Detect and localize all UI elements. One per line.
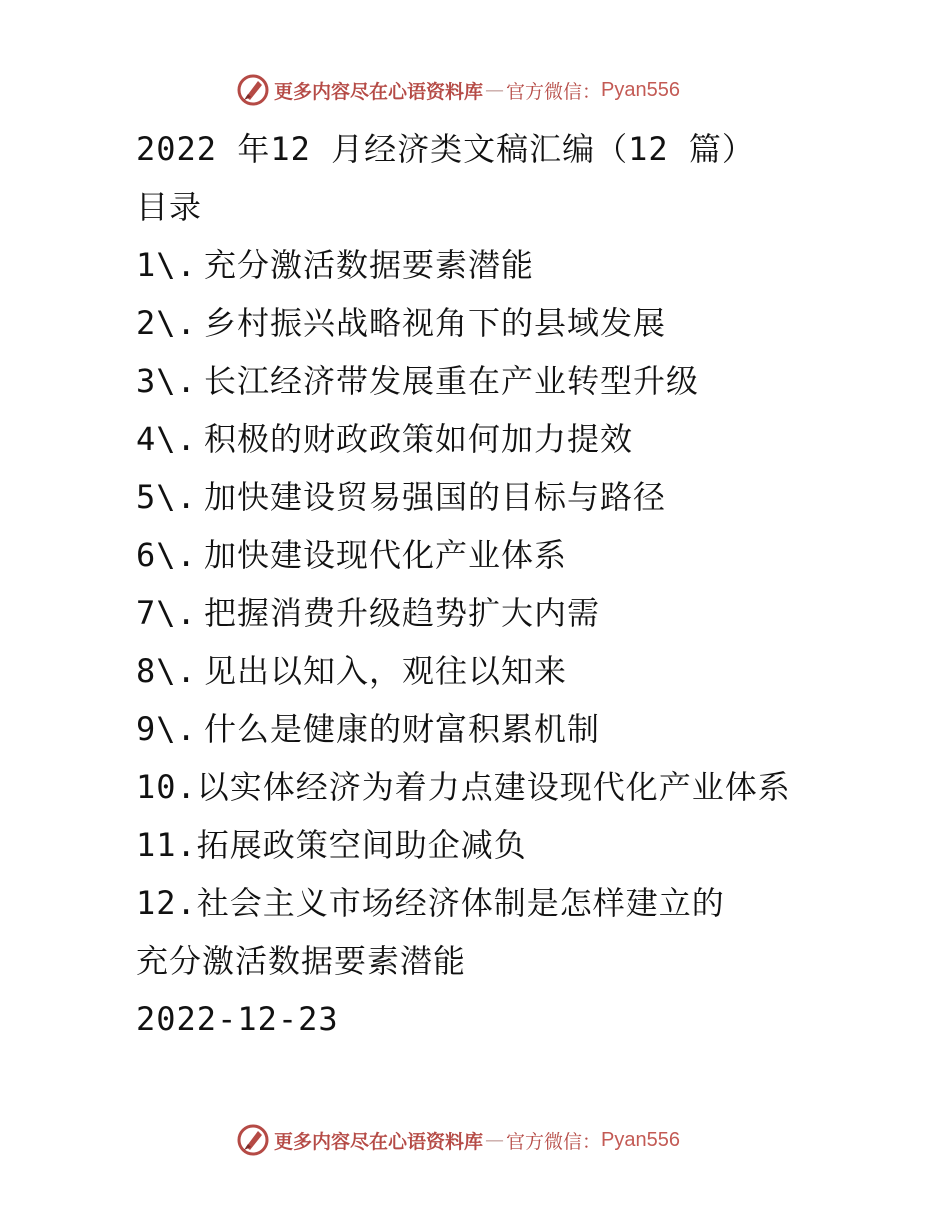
toc-item-number: 11. [136,826,197,864]
toc-item [136,816,926,874]
banner-dash: — [485,79,505,101]
toc-item [136,758,926,816]
toc-item-text: 乡村振兴战略视角下的县域发展 [204,304,667,342]
toc-heading: 目录 [136,188,203,226]
toc-item-number: 4\. [136,420,197,458]
toc-item-number: 6\. [136,536,197,574]
toc-item [136,410,926,468]
toc-item-text: 长江经济带发展重在产业转型升级 [204,362,700,400]
toc-item-text: 充分激活数据要素潜能 [204,246,535,284]
banner-contact-label: 官方微信： [506,80,602,103]
toc-item-number: 5\. [136,478,197,516]
toc-item [136,584,926,642]
pen-nib-logo-icon [236,73,270,107]
banner-contact-id: Pyan556 [601,78,680,101]
toc-item-text: 把握消费升级趋势扩大内需 [204,594,601,632]
document-title: 2022 年12 月经济类文稿汇编（12 篇） [136,130,755,168]
toc-item-text: 社会主义市场经济体制是怎样建立的 [196,884,725,922]
banner-contact-id: Pyan556 [601,1128,680,1151]
toc-item-text: 什么是健康的财富积累机制 [204,710,601,748]
toc-item-text: 加快建设贸易强国的目标与路径 [204,478,667,516]
toc-item-text: 以实体经济为着力点建设现代化产业体系 [196,768,791,806]
banner-text: 更多内容尽在心语资料库 [274,1130,484,1153]
banner-contact-label: 官方微信： [506,1130,602,1153]
toc-item [136,874,926,932]
document-body [136,120,926,1048]
toc-item [136,468,926,526]
toc-item-text: 加快建设现代化产业体系 [204,536,568,574]
toc-item-text: 积极的财政政策如何加力提效 [204,420,634,458]
banner-text: 更多内容尽在心语资料库 [274,80,484,103]
toc-item-text: 见出以知入，观往以知来 [204,652,568,690]
toc-item-number: 1\. [136,246,197,284]
toc-item [136,700,926,758]
toc-item-number: 12. [136,884,197,922]
toc-item-number: 7\. [136,594,197,632]
header-banner [236,70,756,110]
toc-item [136,642,926,700]
toc-item [136,236,926,294]
footer-banner [236,1120,756,1160]
toc-item [136,526,926,584]
banner-dash: — [485,1129,505,1151]
article-title: 充分激活数据要素潜能 [136,942,467,980]
toc-item [136,294,926,352]
toc-item-number: 2\. [136,304,197,342]
toc-item-number: 10. [136,768,197,806]
toc-item-number: 9\. [136,710,197,748]
toc-item [136,352,926,410]
article-date: 2022-12-23 [136,1000,339,1038]
toc-item-number: 3\. [136,362,197,400]
pen-nib-logo-icon [236,1123,270,1157]
toc-item-text: 拓展政策空间助企减负 [196,826,527,864]
toc-item-number: 8\. [136,652,197,690]
